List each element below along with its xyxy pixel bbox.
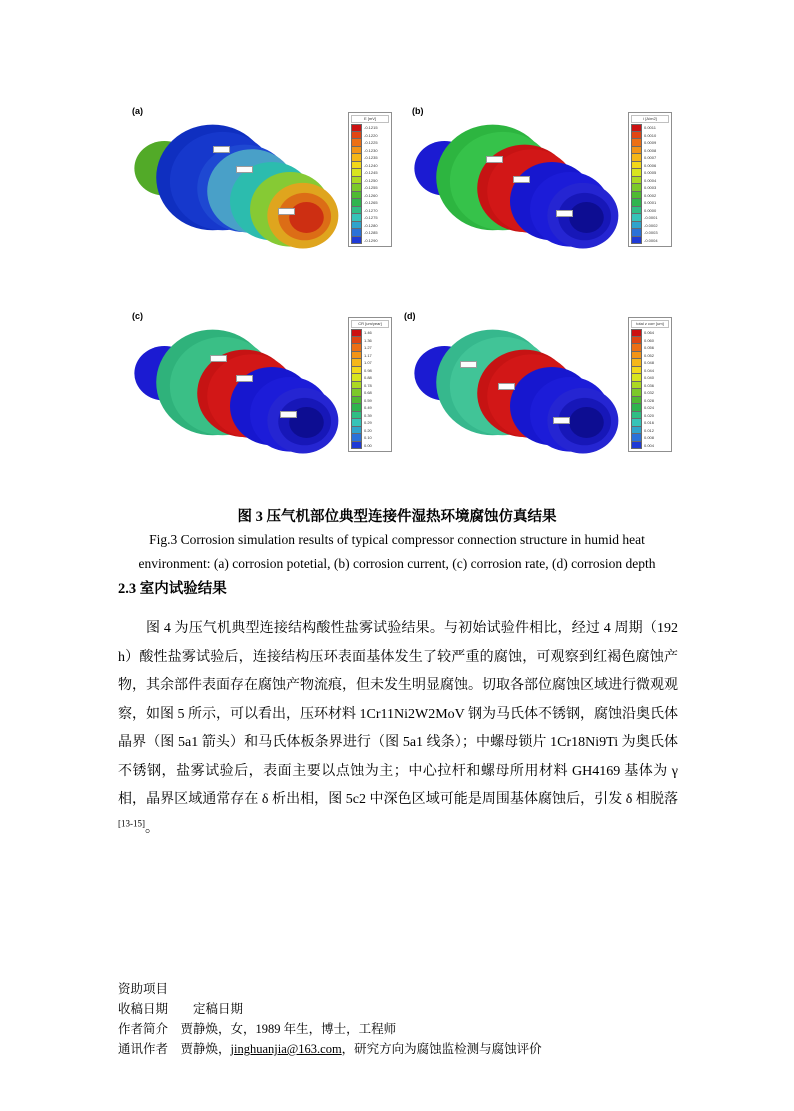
legend-tick-label: -0.0002 bbox=[644, 222, 658, 228]
subfigure-b bbox=[398, 98, 678, 303]
legend-swatch bbox=[351, 352, 362, 360]
legend-row bbox=[351, 329, 389, 337]
legend-row bbox=[351, 214, 389, 222]
legend-swatch bbox=[631, 214, 642, 222]
legend-tick-label: 0.0006 bbox=[644, 162, 657, 168]
part-callout-tag bbox=[553, 417, 570, 424]
corresponding-author-line bbox=[118, 1039, 542, 1059]
legend-row bbox=[351, 229, 389, 237]
body-paragraph bbox=[118, 615, 678, 843]
legend-tick-label: 0.0010 bbox=[644, 132, 657, 138]
legend-row bbox=[351, 359, 389, 367]
legend-tick-label: 0.29 bbox=[364, 420, 372, 425]
legend-row bbox=[351, 162, 389, 170]
legend-swatch bbox=[631, 162, 642, 170]
legend-swatch bbox=[631, 237, 642, 245]
part-callout-tag bbox=[236, 166, 253, 173]
legend-swatch bbox=[351, 337, 362, 345]
corrosion-current-model bbox=[408, 112, 622, 282]
legend-row bbox=[351, 412, 389, 420]
legend-tick-label: 0.0005 bbox=[644, 170, 657, 175]
color-legend-b bbox=[628, 112, 672, 247]
legend-row bbox=[631, 374, 669, 382]
legend-row bbox=[631, 199, 669, 207]
legend-row bbox=[351, 404, 389, 412]
legend-swatch bbox=[631, 419, 642, 427]
legend-tick-label: 0.036 bbox=[644, 382, 655, 388]
legend-row bbox=[631, 177, 669, 185]
legend-swatch bbox=[351, 419, 362, 427]
legend-tick-label: 0.008 bbox=[644, 435, 655, 440]
legend-swatch bbox=[631, 412, 642, 420]
legend-row bbox=[631, 192, 669, 200]
legend-swatch bbox=[631, 344, 642, 352]
legend-swatch bbox=[351, 177, 362, 185]
legend-row bbox=[631, 222, 669, 230]
legend-tick-label: -0.1240 bbox=[364, 162, 378, 168]
legend-row bbox=[631, 139, 669, 147]
legend-swatch bbox=[351, 374, 362, 382]
legend-tick-label: 0.0000 bbox=[644, 207, 657, 213]
footnote-block bbox=[118, 979, 542, 1059]
legend-row bbox=[631, 367, 669, 375]
corrosion-depth-model bbox=[408, 317, 622, 487]
legend-tick-label: -0.1255 bbox=[364, 185, 378, 190]
legend-tick-label: 0.39 bbox=[364, 412, 372, 418]
legend-row bbox=[631, 329, 669, 337]
legend-tick-label: 0.59 bbox=[364, 397, 372, 403]
paragraph-text: 图 4 为压气机典型连接结构酸性盐雾试验结果。与初始试验件相比，经过 4 周期（192 h）酸性盐雾试验后，连接结构压环表面基体发生了较严重的腐蚀，可观察到红褐色腐蚀产物，其余部件表面存在腐蚀产物流痕，但未发生明显腐蚀。切取各部位腐蚀区域进行微观观察，如图 5 所示，可以看出，压环材料 1Cr11Ni2W2MoV 钢为马氏体不锈钢，腐蚀沿奥氏体晶界（图 5a1 箭头）和马氏体板条界进行（图 5a1 线条）；中螺母锁片 1Cr18Ni9Ti 为奥氏体不锈钢，盐雾试验后，表面主要以点蚀为主；中心拉杆和螺母所用材料 GH4169 基体为 γ 相，晶界区域通常存在 δ 析出相，图 5c2 中深色区域可能是周围基体腐蚀后，引发 δ 相脱落 bbox=[118, 621, 678, 807]
legend-swatch bbox=[351, 389, 362, 397]
legend-swatch bbox=[631, 382, 642, 390]
legend-tick-label: 0.00 bbox=[364, 442, 372, 448]
model-end-inner bbox=[569, 407, 604, 438]
part-callout-tag bbox=[236, 375, 253, 382]
legend-tick-label: 0.060 bbox=[644, 337, 655, 343]
legend-rows bbox=[351, 124, 389, 244]
legend-swatch bbox=[631, 207, 642, 215]
legend-tick-label: 0.0002 bbox=[644, 192, 657, 198]
legend-tick-label: 1.46 bbox=[364, 330, 372, 335]
legend-tick-label: -0.1285 bbox=[364, 230, 378, 235]
legend-tick-label: 0.88 bbox=[364, 375, 372, 380]
part-callout-tag bbox=[213, 146, 230, 153]
legend-row bbox=[351, 367, 389, 375]
legend-swatch bbox=[631, 184, 642, 192]
legend-tick-label: 0.064 bbox=[644, 330, 655, 335]
legend-swatch bbox=[631, 337, 642, 345]
legend-row bbox=[351, 184, 389, 192]
legend-swatch bbox=[351, 207, 362, 215]
legend-swatch bbox=[351, 132, 362, 140]
legend-swatch bbox=[631, 124, 642, 132]
legend-swatch bbox=[631, 374, 642, 382]
legend-row bbox=[631, 207, 669, 215]
legend-swatch bbox=[351, 434, 362, 442]
legend-tick-label: 0.028 bbox=[644, 397, 655, 403]
corresponding-author-prefix: 通讯作者 贾静焕， bbox=[118, 1042, 231, 1056]
legend-swatch bbox=[351, 344, 362, 352]
legend-row bbox=[351, 427, 389, 435]
part-callout-tag bbox=[556, 210, 573, 217]
legend-title: i [A/m2] bbox=[631, 115, 669, 123]
legend-tick-label: -0.1280 bbox=[364, 222, 378, 228]
part-callout-tag bbox=[513, 176, 530, 183]
legend-swatch bbox=[631, 397, 642, 405]
legend-row bbox=[351, 177, 389, 185]
legend-row bbox=[631, 382, 669, 390]
legend-swatch bbox=[631, 177, 642, 185]
legend-swatch bbox=[631, 359, 642, 367]
figure-caption-en-line1: Fig.3 Corrosion simulation results of typical compressor connection structure in humid heat bbox=[149, 532, 645, 547]
legend-tick-label: 0.056 bbox=[644, 345, 655, 350]
legend-row bbox=[631, 404, 669, 412]
legend-swatch bbox=[351, 162, 362, 170]
color-legend-d bbox=[628, 317, 672, 452]
part-callout-tag bbox=[280, 411, 297, 418]
legend-swatch bbox=[631, 222, 642, 230]
legend-swatch bbox=[351, 154, 362, 162]
legend-title: E [mV] bbox=[351, 115, 389, 123]
legend-swatch bbox=[351, 442, 362, 450]
legend-tick-label: -0.1265 bbox=[364, 200, 378, 205]
corresponding-author-suffix: ，研究方向为腐蚀监检测与腐蚀评价 bbox=[341, 1042, 542, 1056]
legend-row bbox=[351, 442, 389, 450]
corrosion-rate-model bbox=[128, 317, 342, 487]
legend-swatch bbox=[351, 229, 362, 237]
legend-tick-label: 0.0011 bbox=[644, 125, 656, 130]
legend-row bbox=[351, 237, 389, 245]
legend-tick-label: 0.10 bbox=[364, 435, 372, 440]
legend-row bbox=[351, 397, 389, 405]
funding-line: 资助项目 bbox=[118, 982, 169, 996]
subfigure-a bbox=[118, 98, 398, 303]
legend-row bbox=[631, 427, 669, 435]
legend-tick-label: 0.016 bbox=[644, 420, 655, 425]
legend-swatch bbox=[631, 427, 642, 435]
legend-tick-label: -0.1270 bbox=[364, 207, 378, 213]
subfigure-d-label: (d) bbox=[404, 311, 416, 321]
legend-tick-label: -0.1290 bbox=[364, 237, 378, 243]
legend-swatch bbox=[351, 404, 362, 412]
legend-swatch bbox=[351, 397, 362, 405]
legend-row bbox=[351, 169, 389, 177]
legend-rows bbox=[351, 329, 389, 449]
legend-swatch bbox=[631, 442, 642, 450]
legend-tick-label: -0.0003 bbox=[644, 230, 658, 235]
legend-row bbox=[351, 199, 389, 207]
subfigure-c bbox=[118, 303, 398, 508]
legend-swatch bbox=[351, 359, 362, 367]
legend-swatch bbox=[631, 352, 642, 360]
legend-tick-label: 1.36 bbox=[364, 337, 372, 343]
legend-row bbox=[631, 214, 669, 222]
legend-tick-label: 0.0009 bbox=[644, 140, 657, 145]
legend-tick-label: 0.20 bbox=[364, 427, 372, 433]
legend-tick-label: -0.1260 bbox=[364, 192, 378, 198]
legend-tick-label: -0.1275 bbox=[364, 215, 378, 220]
legend-tick-label: -0.1250 bbox=[364, 177, 378, 183]
subfigure-d bbox=[398, 303, 678, 508]
legend-row bbox=[351, 147, 389, 155]
paragraph-end: 。 bbox=[145, 820, 159, 836]
legend-swatch bbox=[351, 184, 362, 192]
legend-rows bbox=[631, 124, 669, 244]
legend-row bbox=[351, 434, 389, 442]
legend-tick-label: -0.0004 bbox=[644, 237, 658, 243]
legend-row bbox=[631, 169, 669, 177]
legend-swatch bbox=[351, 222, 362, 230]
legend-row bbox=[631, 419, 669, 427]
figure-3-image-grid bbox=[118, 98, 678, 508]
subfigure-c-label: (c) bbox=[132, 311, 143, 321]
legend-tick-label: 0.024 bbox=[644, 405, 655, 410]
subfigure-b-label: (b) bbox=[412, 106, 424, 116]
subfigure-a-label: (a) bbox=[132, 106, 143, 116]
part-callout-tag bbox=[210, 355, 227, 362]
legend-swatch bbox=[631, 389, 642, 397]
part-callout-tag bbox=[498, 383, 515, 390]
legend-rows bbox=[631, 329, 669, 449]
legend-swatch bbox=[351, 147, 362, 155]
legend-tick-label: 0.048 bbox=[644, 360, 655, 365]
legend-swatch bbox=[631, 229, 642, 237]
dates-line: 收稿日期 定稿日期 bbox=[118, 1002, 244, 1016]
legend-swatch bbox=[631, 404, 642, 412]
legend-tick-label: 0.0001 bbox=[644, 200, 657, 205]
legend-swatch bbox=[631, 434, 642, 442]
legend-swatch bbox=[351, 199, 362, 207]
figure-caption-en bbox=[60, 528, 734, 575]
legend-tick-label: 0.0004 bbox=[644, 177, 657, 183]
legend-row bbox=[631, 412, 669, 420]
legend-row bbox=[351, 124, 389, 132]
legend-swatch bbox=[351, 329, 362, 337]
legend-row bbox=[351, 352, 389, 360]
legend-row bbox=[631, 147, 669, 155]
legend-swatch bbox=[631, 169, 642, 177]
legend-row bbox=[631, 184, 669, 192]
legend-row bbox=[351, 192, 389, 200]
section-heading-2-3: 2.3 室内试验结果 bbox=[118, 581, 227, 597]
color-legend-a bbox=[348, 112, 392, 247]
legend-tick-label: -0.0001 bbox=[644, 215, 658, 220]
legend-row bbox=[631, 344, 669, 352]
legend-swatch bbox=[351, 139, 362, 147]
legend-swatch bbox=[351, 192, 362, 200]
legend-swatch bbox=[631, 147, 642, 155]
legend-swatch bbox=[631, 199, 642, 207]
legend-row bbox=[351, 374, 389, 382]
legend-swatch bbox=[631, 132, 642, 140]
legend-row bbox=[351, 382, 389, 390]
legend-swatch bbox=[351, 382, 362, 390]
legend-row bbox=[631, 229, 669, 237]
figure-caption-en-line2: environment: (a) corrosion potetial, (b) corrosion current, (c) corrosion rate, (d) corrosion depth bbox=[138, 555, 656, 571]
legend-swatch bbox=[631, 139, 642, 147]
legend-row bbox=[351, 337, 389, 345]
legend-swatch bbox=[351, 124, 362, 132]
legend-swatch bbox=[631, 367, 642, 375]
legend-tick-label: -0.1215 bbox=[364, 125, 378, 130]
legend-tick-label: -0.1225 bbox=[364, 140, 378, 145]
legend-tick-label: 0.052 bbox=[644, 352, 655, 358]
part-callout-tag bbox=[278, 208, 295, 215]
legend-tick-label: 1.07 bbox=[364, 360, 372, 365]
legend-row bbox=[351, 139, 389, 147]
legend-swatch bbox=[351, 169, 362, 177]
legend-swatch bbox=[351, 214, 362, 222]
legend-row bbox=[631, 337, 669, 345]
legend-tick-label: 1.17 bbox=[364, 352, 372, 358]
legend-swatch bbox=[351, 412, 362, 420]
legend-tick-label: 0.040 bbox=[644, 375, 655, 380]
legend-tick-label: -0.1235 bbox=[364, 155, 378, 160]
legend-tick-label: 0.032 bbox=[644, 390, 655, 395]
legend-tick-label: 0.0008 bbox=[644, 147, 657, 153]
legend-tick-label: -0.1230 bbox=[364, 147, 378, 153]
legend-title: total z corr [um] bbox=[631, 320, 669, 328]
legend-tick-label: 0.0003 bbox=[644, 185, 657, 190]
color-legend-c bbox=[348, 317, 392, 452]
model-end-inner bbox=[289, 202, 324, 233]
legend-row bbox=[631, 397, 669, 405]
legend-row bbox=[631, 359, 669, 367]
legend-tick-label: 0.49 bbox=[364, 405, 372, 410]
legend-row bbox=[631, 162, 669, 170]
legend-tick-label: 0.020 bbox=[644, 412, 655, 418]
legend-tick-label: 0.78 bbox=[364, 382, 372, 388]
legend-tick-label: -0.1220 bbox=[364, 132, 378, 138]
legend-row bbox=[631, 154, 669, 162]
legend-row bbox=[351, 154, 389, 162]
legend-row bbox=[631, 442, 669, 450]
citation-superscript: [13-15] bbox=[118, 817, 145, 828]
corrosion-potential-model bbox=[128, 112, 342, 282]
legend-tick-label: 0.0007 bbox=[644, 155, 657, 160]
legend-title: CR [um/year] bbox=[351, 320, 389, 328]
legend-swatch bbox=[631, 329, 642, 337]
legend-tick-label: 0.004 bbox=[644, 442, 655, 448]
legend-tick-label: 0.044 bbox=[644, 367, 655, 373]
legend-swatch bbox=[631, 154, 642, 162]
email-link[interactable]: jinghuanjia@163.com bbox=[230, 1042, 342, 1056]
legend-row bbox=[351, 132, 389, 140]
legend-row bbox=[351, 207, 389, 215]
legend-swatch bbox=[351, 427, 362, 435]
legend-tick-label: 0.68 bbox=[364, 390, 372, 395]
legend-row bbox=[351, 419, 389, 427]
legend-row bbox=[351, 389, 389, 397]
part-callout-tag bbox=[486, 156, 503, 163]
model-end-inner bbox=[569, 202, 604, 233]
legend-row bbox=[631, 237, 669, 245]
legend-row bbox=[351, 222, 389, 230]
legend-row bbox=[631, 124, 669, 132]
legend-swatch bbox=[351, 237, 362, 245]
part-callout-tag bbox=[460, 361, 477, 368]
legend-swatch bbox=[351, 367, 362, 375]
legend-row bbox=[631, 132, 669, 140]
legend-row bbox=[631, 389, 669, 397]
legend-row bbox=[631, 434, 669, 442]
legend-row bbox=[631, 352, 669, 360]
legend-tick-label: 1.27 bbox=[364, 345, 372, 350]
author-bio-line: 作者简介 贾静焕，女，1989 年生，博士，工程师 bbox=[118, 1022, 397, 1036]
legend-tick-label: 0.012 bbox=[644, 427, 655, 433]
figure-caption-cn: 图 3 压气机部位典型连接件湿热环境腐蚀仿真结果 bbox=[237, 509, 557, 525]
legend-tick-label: -0.1245 bbox=[364, 170, 378, 175]
legend-tick-label: 0.98 bbox=[364, 367, 372, 373]
legend-row bbox=[351, 344, 389, 352]
legend-swatch bbox=[631, 192, 642, 200]
